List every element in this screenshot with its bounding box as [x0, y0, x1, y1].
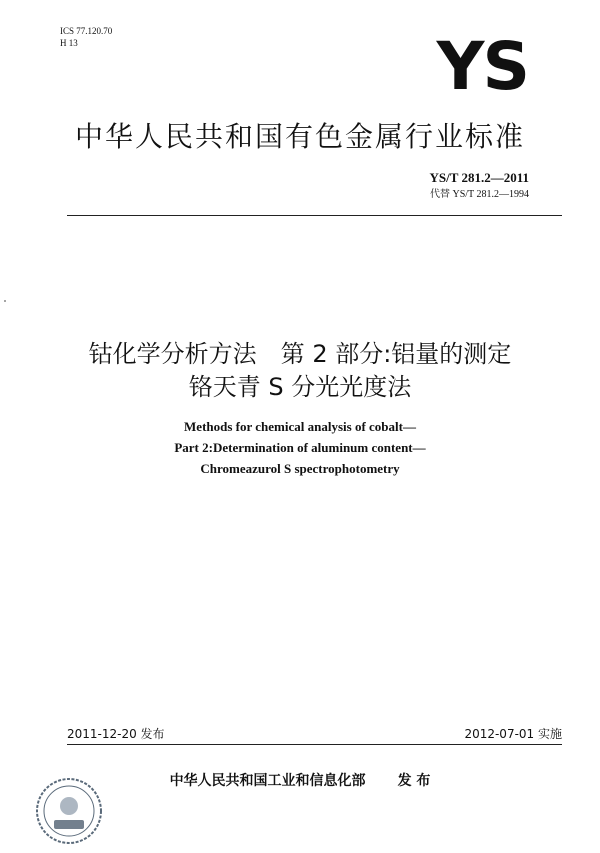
scan-speck — [4, 300, 6, 302]
issuer-name: 中华人民共和国工业和信息化部 — [169, 773, 366, 789]
ys-logo: YS — [436, 28, 528, 105]
bottom-divider — [67, 744, 562, 745]
official-seal-stamp — [34, 776, 104, 846]
title-en-line3: Chromeazurol S spectrophotometry — [200, 461, 400, 476]
publish-date: 2011-12-20 发布 — [67, 727, 165, 741]
issuer-action: 发 布 — [397, 773, 431, 789]
title-cn-line1: 钴化学分析方法 第 2 部分:铝量的测定 — [88, 340, 512, 368]
title-en-line2: Part 2:Determination of aluminum content— — [174, 440, 426, 455]
implement-date: 2012-07-01 实施 — [464, 727, 562, 741]
ccs-code: H 13 — [60, 38, 78, 48]
title-cn-line2: 铬天青 S 分光光度法 — [188, 373, 412, 401]
standard-replaces: 代替 YS/T 281.2—1994 — [430, 189, 529, 200]
standard-category: 中华人民共和国有色金属行业标准 — [74, 120, 525, 153]
top-divider — [67, 215, 562, 216]
ics-classification — [60, 25, 112, 49]
ics-code: ICS 77.120.70 — [60, 26, 113, 36]
standard-number: YS/T 281.2—2011 — [429, 170, 529, 185]
title-en-line1: Methods for chemical analysis of cobalt— — [184, 419, 416, 434]
